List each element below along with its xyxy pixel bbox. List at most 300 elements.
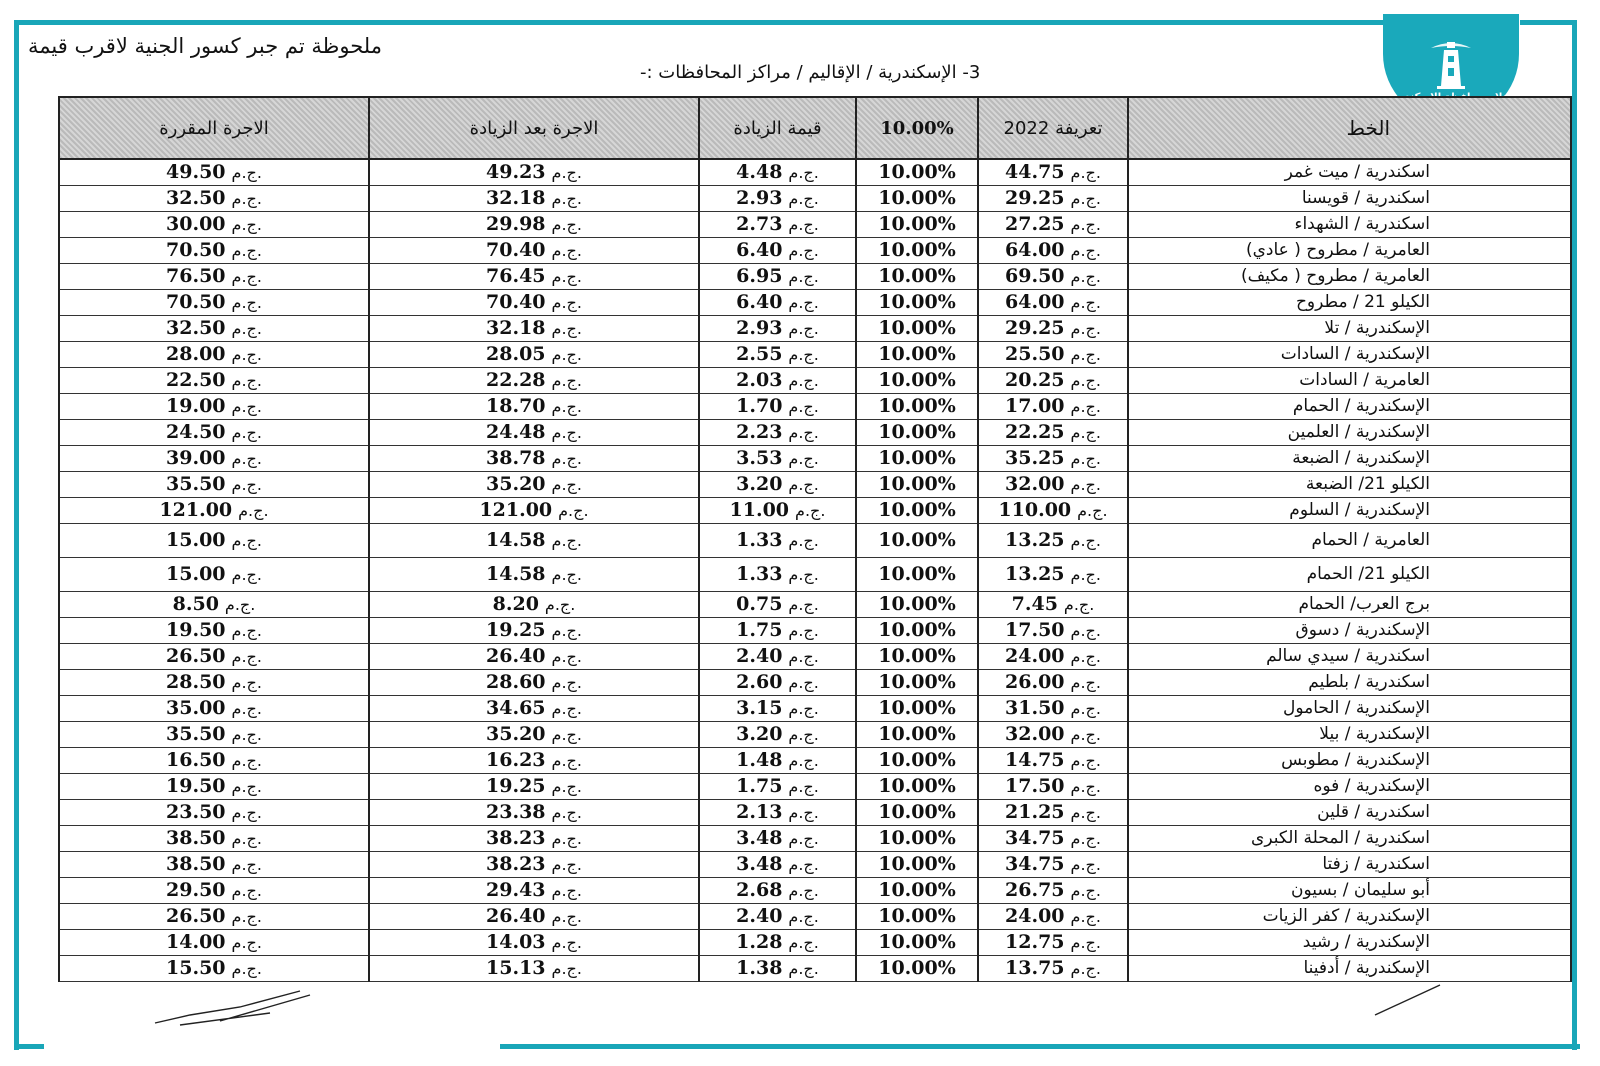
currency-label: ج.م.	[1070, 215, 1101, 234]
increase-cell	[699, 800, 856, 826]
currency-label: ج.م.	[788, 449, 819, 468]
currency-label: ج.م.	[1070, 751, 1101, 770]
currency-label: ج.م.	[1070, 163, 1101, 182]
currency-label: ج.م.	[788, 959, 819, 978]
currency-label: ج.م.	[551, 803, 582, 822]
table-row	[59, 498, 1571, 524]
tariff-cell	[978, 956, 1128, 982]
tariff-cell	[978, 290, 1128, 316]
route-cell: الإسكندرية / أدفينا	[1128, 956, 1571, 982]
fixed-fare-cell	[59, 852, 369, 878]
table-row	[59, 722, 1571, 748]
increase-cell	[699, 264, 856, 290]
fare-after-cell-value: 35.20	[486, 723, 546, 745]
fixed-fare-cell	[59, 592, 369, 618]
currency-label: ج.م.	[231, 475, 262, 494]
increase-cell-value: 3.20	[736, 723, 783, 745]
tariff-cell	[978, 670, 1128, 696]
table-row	[59, 238, 1571, 264]
fare-after-cell-value: 19.25	[486, 619, 546, 641]
currency-label: ج.م.	[231, 241, 262, 260]
tariff-cell	[978, 498, 1128, 524]
increase-cell	[699, 446, 856, 472]
increase-cell	[699, 930, 856, 956]
increase-cell-value: 2.60	[736, 671, 783, 693]
fixed-fare-cell-value: 28.00	[166, 343, 226, 365]
table-row	[59, 670, 1571, 696]
currency-label: ج.م.	[1070, 423, 1101, 442]
fixed-fare-cell	[59, 524, 369, 558]
currency-label: ج.م.	[231, 163, 262, 182]
increase-cell	[699, 290, 856, 316]
table-header-row	[59, 97, 1571, 159]
route-cell: الإسكندرية / الحامول	[1128, 696, 1571, 722]
currency-label: ج.م.	[788, 241, 819, 260]
fare-after-cell	[369, 800, 699, 826]
fare-after-cell	[369, 748, 699, 774]
currency-label: ج.م.	[795, 501, 826, 520]
increase-cell	[699, 618, 856, 644]
route-cell: الإسكندرية / تلا	[1128, 316, 1571, 342]
currency-label: ج.م.	[1070, 189, 1101, 208]
increase-cell	[699, 644, 856, 670]
currency-label: ج.م.	[788, 725, 819, 744]
fixed-fare-cell-value: 19.50	[166, 619, 226, 641]
currency-label: ج.م.	[551, 565, 582, 584]
currency-label: ج.م.	[551, 725, 582, 744]
currency-label: ج.م.	[1070, 565, 1101, 584]
fixed-fare-cell-value: 29.50	[166, 879, 226, 901]
currency-label: ج.م.	[551, 531, 582, 550]
currency-label: ج.م.	[788, 751, 819, 770]
percent-cell: 10.00%	[856, 800, 978, 826]
currency-label: ج.م.	[231, 777, 262, 796]
fare-after-cell	[369, 420, 699, 446]
fixed-fare-cell-value: 24.50	[166, 421, 226, 443]
fare-after-cell	[369, 524, 699, 558]
currency-label: ج.م.	[551, 881, 582, 900]
percent-cell: 10.00%	[856, 472, 978, 498]
currency-label: ج.م.	[1070, 959, 1101, 978]
currency-label: ج.م.	[231, 345, 262, 364]
increase-cell-value: 2.68	[736, 879, 783, 901]
increase-cell	[699, 394, 856, 420]
fare-after-cell-value: 28.05	[486, 343, 546, 365]
currency-label: ج.م.	[1070, 267, 1101, 286]
currency-label: ج.م.	[231, 881, 262, 900]
fare-after-cell-value: 38.78	[486, 447, 546, 469]
fixed-fare-cell-value: 70.50	[166, 239, 226, 261]
fare-after-cell	[369, 618, 699, 644]
percent-cell: 10.00%	[856, 446, 978, 472]
header-fare-after-increase: الاجرة بعد الزيادة	[369, 97, 699, 159]
currency-label: ج.م.	[1070, 673, 1101, 692]
tariff-cell-value: 12.75	[1005, 931, 1065, 953]
tariff-cell	[978, 186, 1128, 212]
percent-cell: 10.00%	[856, 264, 978, 290]
increase-cell-value: 1.33	[736, 563, 783, 585]
fixed-fare-cell-value: 32.50	[166, 317, 226, 339]
tariff-cell	[978, 472, 1128, 498]
fare-after-cell	[369, 696, 699, 722]
tariff-cell	[978, 930, 1128, 956]
fixed-fare-cell	[59, 748, 369, 774]
increase-cell-value: 2.13	[736, 801, 783, 823]
fare-after-cell-value: 8.20	[492, 593, 539, 615]
currency-label: ج.م.	[551, 777, 582, 796]
currency-label: ج.م.	[1070, 855, 1101, 874]
fare-after-cell	[369, 956, 699, 982]
tariff-cell-value: 26.00	[1005, 671, 1065, 693]
tariff-cell-value: 35.25	[1005, 447, 1065, 469]
currency-label: ج.م.	[551, 267, 582, 286]
percent-cell: 10.00%	[856, 186, 978, 212]
fare-after-cell	[369, 930, 699, 956]
currency-label: ج.م.	[231, 699, 262, 718]
route-cell: اسكندرية / المحلة الكبرى	[1128, 826, 1571, 852]
currency-label: ج.م.	[551, 345, 582, 364]
increase-cell-value: 3.48	[736, 827, 783, 849]
tariff-cell-value: 14.75	[1005, 749, 1065, 771]
tariff-cell-value: 32.00	[1005, 723, 1065, 745]
currency-label: ج.م.	[788, 673, 819, 692]
fare-after-cell-value: 38.23	[486, 827, 546, 849]
increase-cell	[699, 558, 856, 592]
increase-cell	[699, 696, 856, 722]
percent-cell: 10.00%	[856, 670, 978, 696]
tariff-cell	[978, 644, 1128, 670]
fixed-fare-cell	[59, 696, 369, 722]
fixed-fare-cell-value: 39.00	[166, 447, 226, 469]
increase-cell	[699, 774, 856, 800]
table-row	[59, 878, 1571, 904]
fare-after-cell	[369, 558, 699, 592]
tariff-cell-value: 24.00	[1005, 645, 1065, 667]
currency-label: ج.م.	[231, 267, 262, 286]
table-row	[59, 852, 1571, 878]
fare-after-cell-value: 34.65	[486, 697, 546, 719]
fixed-fare-cell	[59, 394, 369, 420]
increase-cell-value: 1.75	[736, 775, 783, 797]
frame-bottom-border	[14, 1044, 44, 1049]
increase-cell	[699, 472, 856, 498]
currency-label: ج.م.	[788, 699, 819, 718]
route-cell: اسكندرية / ميت غمر	[1128, 159, 1571, 186]
tariff-cell-value: 44.75	[1005, 161, 1065, 183]
fixed-fare-cell-value: 14.00	[166, 931, 226, 953]
increase-cell-value: 6.95	[736, 265, 783, 287]
currency-label: ج.م.	[551, 673, 582, 692]
currency-label: ج.م.	[551, 163, 582, 182]
tariff-cell-value: 69.50	[1005, 265, 1065, 287]
currency-label: ج.م.	[551, 855, 582, 874]
fare-after-cell	[369, 904, 699, 930]
currency-label: ج.م.	[1070, 293, 1101, 312]
increase-cell-value: 6.40	[736, 291, 783, 313]
fixed-fare-cell	[59, 186, 369, 212]
increase-cell	[699, 498, 856, 524]
currency-label: ج.م.	[551, 215, 582, 234]
tariff-cell-value: 21.25	[1005, 801, 1065, 823]
route-end-mark	[1370, 980, 1450, 1020]
table-row	[59, 524, 1571, 558]
currency-label: ج.م.	[788, 215, 819, 234]
fare-after-cell	[369, 774, 699, 800]
percent-cell: 10.00%	[856, 930, 978, 956]
table-row	[59, 558, 1571, 592]
tariff-cell	[978, 618, 1128, 644]
percent-cell: 10.00%	[856, 212, 978, 238]
tariff-cell	[978, 316, 1128, 342]
currency-label: ج.م.	[788, 319, 819, 338]
table-row	[59, 774, 1571, 800]
currency-label: ج.م.	[1070, 803, 1101, 822]
route-cell: العامرية / مطروح ( عادي)	[1128, 238, 1571, 264]
route-cell: العامرية / الحمام	[1128, 524, 1571, 558]
tariff-cell	[978, 159, 1128, 186]
tariff-cell	[978, 826, 1128, 852]
fixed-fare-cell	[59, 290, 369, 316]
route-cell: الإسكندرية / دسوق	[1128, 618, 1571, 644]
percent-cell: 10.00%	[856, 956, 978, 982]
percent-cell: 10.00%	[856, 592, 978, 618]
currency-label: ج.م.	[231, 751, 262, 770]
fare-after-cell	[369, 446, 699, 472]
percent-cell: 10.00%	[856, 524, 978, 558]
fare-after-cell-value: 49.23	[486, 161, 546, 183]
currency-label: ج.م.	[788, 423, 819, 442]
table-row	[59, 592, 1571, 618]
fare-after-cell-value: 35.20	[486, 473, 546, 495]
currency-label: ج.م.	[231, 319, 262, 338]
percent-cell: 10.00%	[856, 238, 978, 264]
tariff-cell	[978, 774, 1128, 800]
increase-cell-value: 2.40	[736, 645, 783, 667]
route-cell: الإسكندرية / مطوبس	[1128, 748, 1571, 774]
fare-after-cell-value: 14.03	[486, 931, 546, 953]
currency-label: ج.م.	[1070, 531, 1101, 550]
increase-cell	[699, 722, 856, 748]
increase-cell	[699, 956, 856, 982]
fare-table-container	[58, 96, 1570, 982]
increase-cell	[699, 852, 856, 878]
tariff-cell-value: 13.25	[1005, 529, 1065, 551]
currency-label: ج.م.	[1070, 397, 1101, 416]
fixed-fare-cell-value: 49.50	[166, 161, 226, 183]
table-row	[59, 748, 1571, 774]
increase-cell-value: 4.48	[736, 161, 783, 183]
currency-label: ج.م.	[1070, 449, 1101, 468]
percent-cell: 10.00%	[856, 644, 978, 670]
currency-label: ج.م.	[788, 565, 819, 584]
header-fixed-fare: الاجرة المقررة	[59, 97, 369, 159]
table-row	[59, 212, 1571, 238]
frame-left-border	[14, 20, 19, 1050]
increase-cell-value: 1.38	[736, 957, 783, 979]
tariff-cell	[978, 212, 1128, 238]
fare-after-cell	[369, 878, 699, 904]
currency-label: ج.م.	[231, 449, 262, 468]
percent-cell: 10.00%	[856, 618, 978, 644]
fixed-fare-cell-value: 35.50	[166, 723, 226, 745]
tariff-cell	[978, 558, 1128, 592]
currency-label: ج.م.	[231, 293, 262, 312]
percent-cell: 10.00%	[856, 774, 978, 800]
fare-after-cell	[369, 498, 699, 524]
tariff-cell-value: 32.00	[1005, 473, 1065, 495]
tariff-cell-value: 31.50	[1005, 697, 1065, 719]
route-cell: العامرية / مطروح ( مكيف)	[1128, 264, 1571, 290]
tariff-cell-value: 24.00	[1005, 905, 1065, 927]
currency-label: ج.م.	[1077, 501, 1108, 520]
signature-scribble	[150, 985, 320, 1030]
increase-cell-value: 2.73	[736, 213, 783, 235]
frame-right-border	[1572, 20, 1577, 1050]
currency-label: ج.م.	[788, 647, 819, 666]
tariff-cell-value: 26.75	[1005, 879, 1065, 901]
increase-cell	[699, 420, 856, 446]
tariff-cell	[978, 904, 1128, 930]
increase-cell-value: 6.40	[736, 239, 783, 261]
fixed-fare-cell	[59, 238, 369, 264]
fare-after-cell-value: 18.70	[486, 395, 546, 417]
currency-label: ج.م.	[1070, 475, 1101, 494]
fare-after-cell	[369, 186, 699, 212]
currency-label: ج.م.	[788, 531, 819, 550]
currency-label: ج.م.	[551, 397, 582, 416]
fixed-fare-cell-value: 121.00	[159, 499, 233, 521]
table-row	[59, 644, 1571, 670]
percent-cell: 10.00%	[856, 394, 978, 420]
table-row	[59, 826, 1571, 852]
currency-label: ج.م.	[231, 621, 262, 640]
currency-label: ج.م.	[551, 293, 582, 312]
currency-label: ج.م.	[788, 829, 819, 848]
percent-cell: 10.00%	[856, 420, 978, 446]
fixed-fare-cell	[59, 342, 369, 368]
increase-cell-value: 3.48	[736, 853, 783, 875]
fixed-fare-cell	[59, 472, 369, 498]
tariff-cell-value: 17.50	[1005, 619, 1065, 641]
route-cell: الإسكندرية / العلمين	[1128, 420, 1571, 446]
currency-label: ج.م.	[231, 933, 262, 952]
route-cell: اسكندرية / قلين	[1128, 800, 1571, 826]
currency-label: ج.م.	[788, 345, 819, 364]
increase-cell	[699, 186, 856, 212]
increase-cell	[699, 524, 856, 558]
route-cell: الإسكندرية / كفر الزيات	[1128, 904, 1571, 930]
fixed-fare-cell	[59, 316, 369, 342]
table-row	[59, 618, 1571, 644]
currency-label: ج.م.	[1070, 621, 1101, 640]
header-increase-value: قيمة الزيادة	[699, 97, 856, 159]
table-row	[59, 800, 1571, 826]
increase-cell	[699, 748, 856, 774]
increase-cell-value: 1.75	[736, 619, 783, 641]
percent-cell: 10.00%	[856, 159, 978, 186]
tariff-cell-value: 29.25	[1005, 317, 1065, 339]
fixed-fare-cell-value: 28.50	[166, 671, 226, 693]
tariff-cell-value: 17.00	[1005, 395, 1065, 417]
tariff-cell-value: 29.25	[1005, 187, 1065, 209]
table-row	[59, 904, 1571, 930]
fare-after-cell	[369, 342, 699, 368]
route-cell: اسكندرية / الشهداء	[1128, 212, 1571, 238]
table-row	[59, 290, 1571, 316]
percent-cell: 10.00%	[856, 290, 978, 316]
currency-label: ج.م.	[231, 531, 262, 550]
table-row	[59, 342, 1571, 368]
increase-cell-value: 0.75	[736, 593, 783, 615]
route-cell: الكيلو 21 / مطروح	[1128, 290, 1571, 316]
route-cell: الإسكندرية / فوه	[1128, 774, 1571, 800]
currency-label: ج.م.	[551, 371, 582, 390]
increase-cell-value: 3.53	[736, 447, 783, 469]
currency-label: ج.م.	[551, 933, 582, 952]
currency-label: ج.م.	[551, 319, 582, 338]
percent-cell: 10.00%	[856, 316, 978, 342]
fixed-fare-cell	[59, 722, 369, 748]
currency-label: ج.م.	[231, 907, 262, 926]
fare-after-cell-value: 70.40	[486, 291, 546, 313]
fare-after-cell	[369, 159, 699, 186]
increase-cell-value: 11.00	[729, 499, 790, 521]
increase-cell-value: 1.70	[736, 395, 783, 417]
increase-cell	[699, 878, 856, 904]
fare-after-cell	[369, 264, 699, 290]
fare-after-cell-value: 24.48	[486, 421, 546, 443]
table-row	[59, 394, 1571, 420]
tariff-cell	[978, 878, 1128, 904]
increase-cell-value: 2.93	[736, 187, 783, 209]
increase-cell	[699, 238, 856, 264]
increase-cell	[699, 212, 856, 238]
tariff-cell	[978, 722, 1128, 748]
tariff-cell-value: 34.75	[1005, 853, 1065, 875]
fixed-fare-cell	[59, 956, 369, 982]
currency-label: ج.م.	[788, 881, 819, 900]
route-cell: الإسكندرية / رشيد	[1128, 930, 1571, 956]
currency-label: ج.م.	[788, 933, 819, 952]
increase-cell-value: 2.93	[736, 317, 783, 339]
currency-label: ج.م.	[1070, 241, 1101, 260]
increase-cell-value: 1.33	[736, 529, 783, 551]
fixed-fare-cell	[59, 368, 369, 394]
tariff-cell	[978, 748, 1128, 774]
increase-cell-value: 1.48	[736, 749, 783, 771]
increase-cell-value: 3.15	[736, 697, 783, 719]
fixed-fare-cell-value: 23.50	[166, 801, 226, 823]
fare-after-cell-value: 29.98	[486, 213, 546, 235]
fare-after-cell	[369, 212, 699, 238]
increase-cell-value: 2.40	[736, 905, 783, 927]
currency-label: ج.م.	[551, 423, 582, 442]
fixed-fare-cell-value: 15.50	[166, 957, 226, 979]
percent-cell: 10.00%	[856, 696, 978, 722]
fixed-fare-cell-value: 35.00	[166, 697, 226, 719]
table-row	[59, 186, 1571, 212]
tariff-cell	[978, 394, 1128, 420]
fare-after-cell-value: 22.28	[486, 369, 546, 391]
currency-label: ج.م.	[231, 803, 262, 822]
currency-label: ج.م.	[551, 699, 582, 718]
currency-label: ج.م.	[788, 163, 819, 182]
fixed-fare-cell-value: 30.00	[166, 213, 226, 235]
fixed-fare-cell	[59, 670, 369, 696]
currency-label: ج.م.	[231, 189, 262, 208]
table-row	[59, 446, 1571, 472]
currency-label: ج.م.	[231, 215, 262, 234]
